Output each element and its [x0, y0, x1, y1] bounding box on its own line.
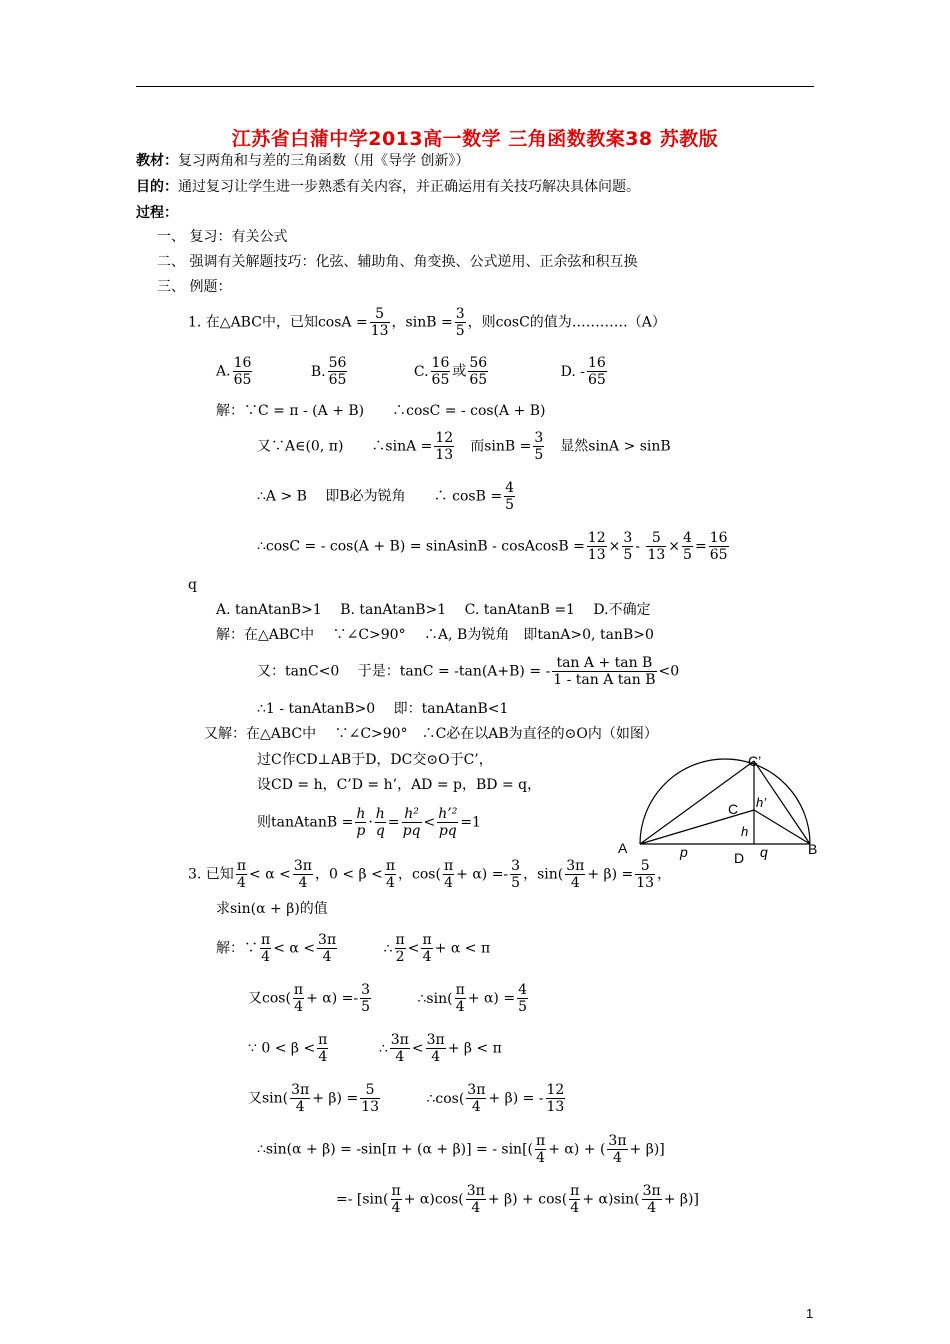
- process-label: 过程：: [136, 205, 178, 221]
- label-c-prime: C’: [748, 753, 762, 769]
- fraction: $\frac{3\pi}{4}$: [642, 1183, 661, 1216]
- fraction: $\frac{16}{65}$: [233, 355, 252, 388]
- fraction: $\frac{16}{65}$: [588, 355, 606, 388]
- label-c: C: [728, 801, 739, 817]
- label-p: p: [680, 844, 688, 860]
- label-h-prime: h’: [756, 795, 767, 810]
- label-d: D: [734, 850, 745, 866]
- ex2-alt-solution: 则tanAtanB = $\frac{h}{p}$ · $\frac{h}{q}$ = $\frac{\text{h²}}{pq}$ < $\frac{\text{h’²}}{pq}$ =1: [257, 806, 481, 839]
- ex3-ask: 求sin(α + β)的值: [216, 901, 328, 917]
- ex3-question: 3. 已知 $\frac{\pi}{4}$ < α < $\frac{3\pi}{4}$ ，0 < β < $\frac{\pi}{4}$ ，cos( $\frac{\pi}{4}$ + α) =- $\frac{3}{5}$ ，sin( $\frac{3\pi}{4}$ + β) = $\frac{5}{13}$ ，: [188, 858, 672, 891]
- ex3-solution-step: 又cos( $\frac{\pi}{4}$ + α) =- $\frac{3}{5}$ ∴sin( $\frac{\pi}{4}$ + α) = $\frac{4}{5}$: [248, 982, 527, 1015]
- semicircle: [640, 759, 810, 844]
- ex2-solution-step: ∴1 - tanAtanB>0 即：tanAtanB<1: [257, 701, 509, 717]
- fraction: $\frac{16}{65}$: [709, 530, 728, 563]
- fraction: $\frac{3\pi}{4}$: [566, 858, 585, 891]
- fraction: $\frac{4}{5}$: [505, 480, 514, 513]
- fraction: $\frac{12}{13}$: [546, 1082, 565, 1115]
- header-rule: [136, 86, 814, 87]
- fraction: $\frac{\text{tan A + tan B}}{\text{1 - tan A tan B}}$: [553, 655, 656, 688]
- fraction: $\frac{\pi}{4}$: [422, 932, 432, 965]
- ex1-question: 1. 在△ABC中，已知cosA = $\frac{5}{13}$ ，sinB = $\frac{3}{5}$ ，则cosC的值为…………（A）: [188, 306, 666, 339]
- ex2-alt-solution: 过C作CD⊥AB于D，DC交⊙O于C’，: [257, 752, 493, 768]
- outline-item: 一、 复习：有关公式: [157, 229, 288, 245]
- fraction: $\frac{\pi}{4}$: [570, 1183, 580, 1216]
- fraction: $\frac{3\pi}{4}$: [390, 1032, 409, 1065]
- ex3-solution-step: =- [sin( $\frac{\pi}{4}$ + α)cos( $\frac{3\pi}{4}$ + β) + cos( $\frac{\pi}{4}$ + α)sin( $\frac{3\pi}{4}$ + β)]: [336, 1183, 699, 1216]
- ex2-solution-step: 又：tanC<0 于是：tanC = -tan(A+B) = - $\frac{\text{tan A + tan B}}{\text{1 - tan A tan B}}$ <0: [257, 655, 680, 688]
- fraction: $\frac{12}{13}$: [435, 430, 454, 463]
- ex1-options: A. $\frac{16}{65}$ B. $\frac{56}{65}$ C. $\frac{16}{65}$ 或 $\frac{56}{65}$ D. - $\frac{16}{65}$: [216, 355, 606, 388]
- fraction: $\frac{\pi}{4}$: [318, 1032, 328, 1065]
- ex1-solution-step: ∴cosC = - cos(A + B) = sinAsinB - cosAcosB = $\frac{12}{13}$ × $\frac{3}{5}$ - $\frac{5}{13}$ × $\frac{4}{5}$ = $\frac{16}{65}$: [257, 530, 728, 563]
- fraction: $\frac{3}{5}$: [455, 306, 465, 339]
- ex2-solution-step: 解：在△ABC中 ∵∠C>90° ∴A, B为锐角 即tanA>0, tanB>0: [216, 627, 654, 643]
- fraction: $\frac{3\pi}{4}$: [466, 1183, 485, 1216]
- material-line: 教材：复习两角和与差的三角函数（用《导学 创新》）: [136, 153, 470, 169]
- fraction: $\frac{16}{65}$: [431, 355, 450, 388]
- ex3-solution-step: 又sin( $\frac{3\pi}{4}$ + β) = $\frac{5}{13}$ ∴cos( $\frac{3\pi}{4}$ + β) = - $\frac{12}{13}$: [248, 1082, 565, 1115]
- fraction: $\frac{h}{q}$: [375, 806, 385, 839]
- fraction: $\frac{3}{5}$: [534, 430, 544, 463]
- label-q: q: [760, 844, 768, 860]
- fraction: $\frac{3\pi}{4}$: [291, 1082, 310, 1115]
- outline-item: 三、 例题：: [157, 279, 232, 295]
- fraction: $\frac{\pi}{4}$: [536, 1133, 546, 1166]
- ex3-solution-step: ∵ 0 < β < $\frac{\pi}{4}$ ∴ $\frac{3\pi}{4}$ < $\frac{3\pi}{4}$ + β < π: [248, 1032, 502, 1065]
- fraction: $\frac{3\pi}{4}$: [318, 932, 337, 965]
- fraction: $\frac{3\pi}{4}$: [467, 1082, 486, 1115]
- fraction: $\frac{h}{p}$: [356, 806, 366, 839]
- fraction: $\frac{\text{h’²}}{pq}$: [438, 806, 458, 839]
- ex1-solution-step: 解：∵C = π - (A + B) ∴cosC = - cos(A + B): [216, 403, 546, 419]
- fraction: $\frac{56}{65}$: [469, 355, 488, 388]
- fraction: $\frac{\pi}{4}$: [443, 858, 454, 891]
- fraction: $\frac{5}{13}$: [647, 530, 666, 563]
- fraction: $\frac{56}{65}$: [328, 355, 347, 388]
- label-h: h: [741, 824, 749, 839]
- fraction: $\frac{3}{5}$: [623, 530, 633, 563]
- page-title: 江苏省白蒲中学2013高一数学 三角函数教案38 苏教版: [231, 128, 719, 150]
- fraction: $\frac{\pi}{4}$: [236, 858, 247, 891]
- fraction: $\frac{3\pi}{4}$: [608, 1133, 627, 1166]
- segment-cb: [754, 810, 810, 844]
- fraction: $\frac{3\pi}{4}$: [426, 1032, 445, 1065]
- fraction: $\frac{12}{13}$: [587, 530, 606, 563]
- fraction: $\frac{3}{5}$: [361, 982, 371, 1015]
- label-a: A: [618, 840, 628, 856]
- goal-line: 目的：通过复习让学生进一步熟悉有关内容，并正确运用有关技巧解决具体问题。: [136, 179, 640, 195]
- circle-triangle-figure: [618, 752, 830, 866]
- label-b: B: [808, 841, 818, 857]
- outline-item: 二、 强调有关解题技巧：化弦、辅助角、角变换、公式逆用、正余弦和积互换: [157, 254, 638, 270]
- fraction: $\frac{4}{5}$: [518, 982, 527, 1015]
- ex2-alt-solution: 又解：在△ABC中 ∵∠C>90° ∴C必在以AB为直径的⊙O内（如图）: [204, 726, 658, 742]
- ex3-solution-step: ∴sin(α + β) = -sin[π + (α + β)] = - sin[( $\frac{\pi}{4}$ + α) + ( $\frac{3\pi}{4}$ + β)]: [257, 1133, 665, 1166]
- fraction: $\frac{\pi}{4}$: [261, 932, 271, 965]
- fraction: $\frac{\pi}{4}$: [293, 982, 304, 1015]
- fraction: $\frac{5}{13}$: [370, 306, 389, 339]
- fraction: $\frac{5}{13}$: [361, 1082, 380, 1115]
- ex2-question: q: [188, 577, 197, 593]
- ex2-alt-solution: 设CD = h，C’D = h’，AD = p，BD = q，: [257, 777, 542, 793]
- fraction: $\frac{\pi}{4}$: [385, 858, 396, 891]
- ex1-solution-step: ∴A > B 即B必为锐角 ∴ cosB = $\frac{4}{5}$: [257, 480, 514, 513]
- fraction: $\frac{3}{5}$: [511, 858, 521, 891]
- ex2-options: A. tanAtanB>1 B. tanAtanB>1 C. tanAtanB =1 D.不确定: [216, 602, 651, 618]
- ex1-solution-step: 又∵A∈(0, π) ∴sinA = $\frac{12}{13}$ 而sinB = $\frac{3}{5}$ 显然sinA > sinB: [257, 430, 671, 463]
- page-number: 1: [806, 1306, 814, 1321]
- fraction: $\frac{\pi}{2}$: [395, 932, 405, 965]
- ex3-solution-step: 解：∵ $\frac{\pi}{4}$ < α < $\frac{3\pi}{4}$ ∴ $\frac{\pi}{2}$ < $\frac{\pi}{4}$ + α < π: [216, 932, 491, 965]
- fraction: $\frac{\pi}{4}$: [455, 982, 465, 1015]
- fraction: $\frac{3\pi}{4}$: [293, 858, 312, 891]
- fraction: $\frac{\text{h²}}{pq}$: [402, 806, 421, 839]
- fraction: $\frac{\pi}{4}$: [391, 1183, 401, 1216]
- fraction: $\frac{4}{5}$: [683, 530, 692, 563]
- fraction: $\frac{5}{13}$: [636, 858, 655, 891]
